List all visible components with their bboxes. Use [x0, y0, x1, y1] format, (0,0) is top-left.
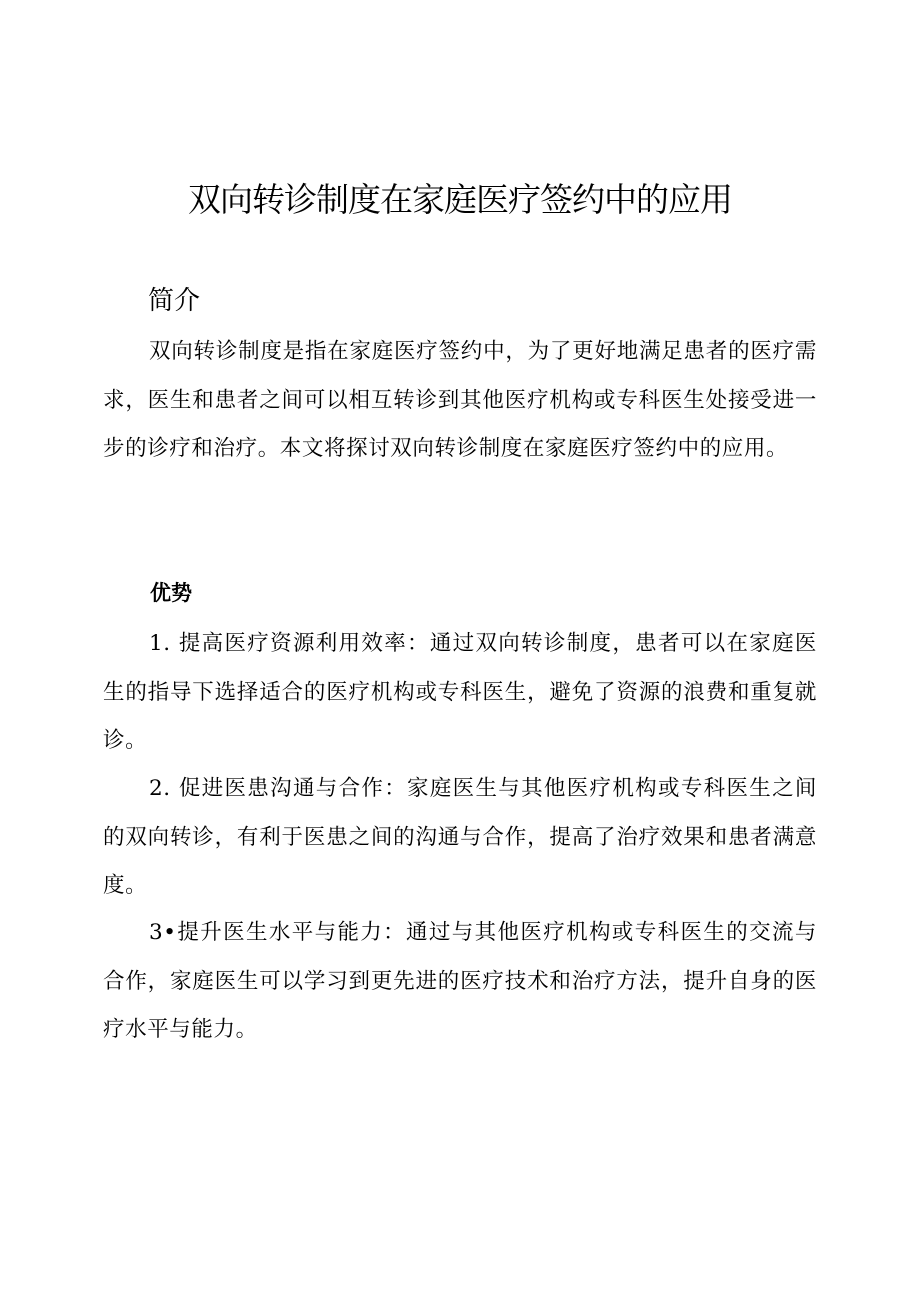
document-title: 双向转诊制度在家庭医疗签约中的应用 [188, 180, 732, 219]
advantage-item-1: 1. 提高医疗资源利用效率：通过双向转诊制度，患者可以在家庭医生的指导下选择适合的医疗机构或专科医生，避免了资源的浪费和重复就诊。 [103, 631, 817, 753]
advantages-heading: 优势 [150, 580, 192, 605]
advantage-item-2: 2. 促进医患沟通与合作：家庭医生与其他医疗机构或专科医生之间的双向转诊，有利于医患之间的沟通与合作，提高了治疗效果和患者满意度。 [103, 776, 817, 898]
intro-paragraph: 双向转诊制度是指在家庭医疗签约中，为了更好地满足患者的医疗需求，医生和患者之间可以相互转诊到其他医疗机构或专科医生处接受进一步的诊疗和治疗。本文将探讨双向转诊制度在家庭医疗签约中的应用。 [103, 339, 817, 461]
intro-heading: 简介 [148, 286, 201, 316]
advantage-item-3: 3•提升医生水平与能力：通过与其他医疗机构或专科医生的交流与合作，家庭医生可以学习到更先进的医疗技术和治疗方法，提升自身的医疗水平与能力。 [103, 920, 817, 1042]
